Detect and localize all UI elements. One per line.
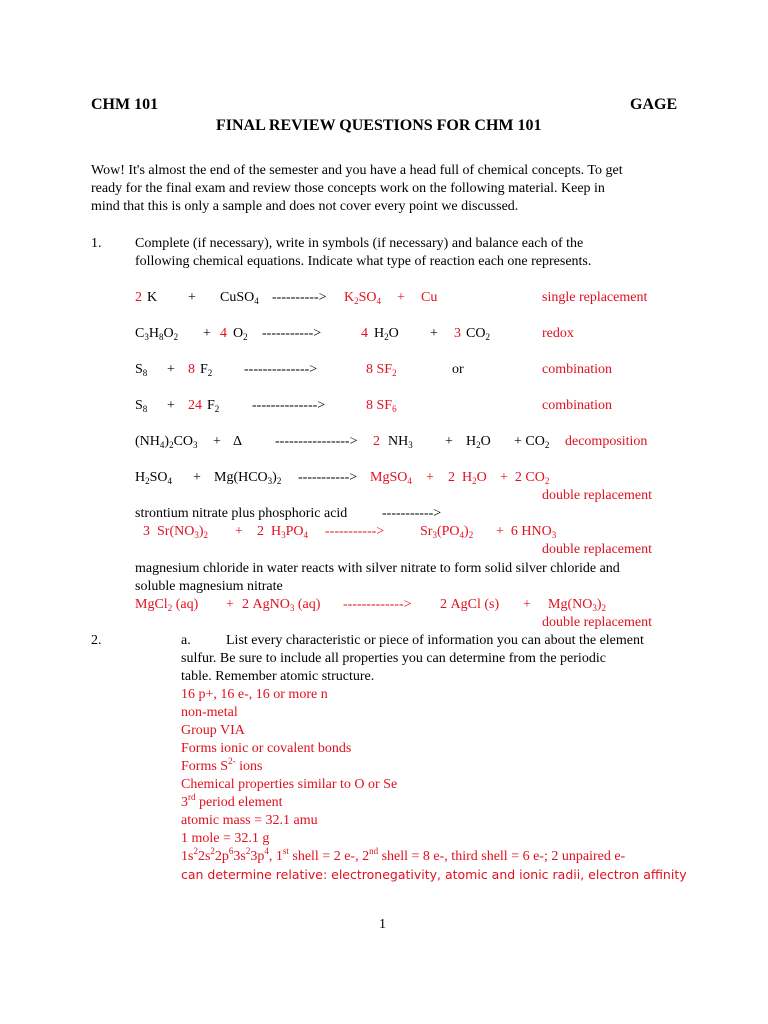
reaction-arrow: -----------> <box>262 326 322 341</box>
instructor-name: GAGE <box>630 96 678 113</box>
answer-item: non-metal <box>181 705 238 720</box>
reaction-arrow: -----------> <box>325 524 385 539</box>
reactant: $O_2$ <box>233 326 248 342</box>
product: Cu <box>421 290 438 305</box>
question-prompt: sulfur. Be sure to include all properties you can determine from the periodic <box>181 651 606 666</box>
question-prompt: following chemical equations. Indicate what type of reaction each one represents. <box>135 254 592 269</box>
product: $H_2O$ <box>466 434 491 450</box>
word-equation: strontium nitrate plus phosphoric acid <box>135 506 348 521</box>
answer-item: atomic mass = 32.1 amu <box>181 813 318 828</box>
coefficient: 4 <box>361 326 368 341</box>
product: $Sr_3(PO_4)_2$ <box>420 524 474 540</box>
answer-item: 1 mole = 32.1 g <box>181 831 270 846</box>
reaction-arrow: -----------> <box>298 470 358 485</box>
reaction-arrow: ----------------> <box>275 434 358 449</box>
reactant: 2 AgNO$_3$ (aq) <box>242 597 321 613</box>
reaction-type: decomposition <box>565 434 648 449</box>
product: $NH_3$ <box>388 434 413 450</box>
coefficient: 2 <box>373 434 380 449</box>
coefficient: 4 <box>220 326 227 341</box>
answer-item: 3rd period element <box>181 792 283 810</box>
page-number: 1 <box>379 917 386 932</box>
plus-sign: + <box>167 398 175 413</box>
reaction-type: combination <box>542 398 612 413</box>
product: 8 $SF_6$ <box>366 398 397 414</box>
reaction-arrow: --------------> <box>252 398 326 413</box>
plus-sign: + <box>193 470 201 485</box>
reaction-type: combination <box>542 362 612 377</box>
reaction-type: double replacement <box>542 542 653 557</box>
reactant: $S_8$ <box>135 362 148 378</box>
product: + 2 $CO_2$ <box>500 470 550 486</box>
coefficient: 24 <box>188 398 202 413</box>
plus-sign: + <box>430 326 438 341</box>
plus-sign: + <box>235 524 243 539</box>
product: $H_2O$ <box>374 326 399 342</box>
plus-sign: + <box>445 434 453 449</box>
reaction-arrow: --------------> <box>244 362 318 377</box>
reaction-arrow: -----------> <box>382 506 442 521</box>
reaction-arrow: -------------> <box>343 597 412 612</box>
or-text: or <box>452 362 464 377</box>
word-equation: magnesium chloride in water reacts with silver nitrate to form solid silver chloride and <box>135 561 620 576</box>
plus-sign: + <box>523 597 531 612</box>
product: $CO_2$ <box>466 326 490 342</box>
plus-sign: + <box>203 326 211 341</box>
reaction-type: double replacement <box>542 488 653 503</box>
word-equation: soluble magnesium nitrate <box>135 579 283 594</box>
question-prompt: table. Remember atomic structure. <box>181 669 375 684</box>
reaction-type: double replacement <box>542 615 653 630</box>
intro-line: ready for the final exam and review those concepts work on the following material. Keep in <box>91 181 605 196</box>
product: 2 $H_2O$ <box>448 470 487 486</box>
coefficient: 8 <box>188 362 195 377</box>
plus-sign: + <box>397 290 405 305</box>
product: 8 $SF_2$ <box>366 362 397 378</box>
reactant: $H_2SO_4$ <box>135 470 173 486</box>
reaction-arrow: ----------> <box>272 290 327 305</box>
course-code: CHM 101 <box>91 96 159 113</box>
reaction-type: single replacement <box>542 290 648 305</box>
reactant: MgCl$_2$ (aq) <box>135 597 199 613</box>
answer-item: can determine relative: electronegativity, atomic and ionic radii, electron affinity <box>181 867 687 882</box>
coefficient: 3 <box>454 326 461 341</box>
heat-delta-icon: Δ <box>233 434 243 449</box>
reactant: $Mg(HCO_3)_2$ <box>214 470 282 486</box>
question-prompt: List every characteristic or piece of information you can about the element <box>226 633 644 648</box>
reactant: CuSO$_4$ <box>220 290 259 306</box>
product: 2 AgCl (s) <box>440 597 500 612</box>
question-part: a. <box>181 633 191 648</box>
reactant: $S_8$ <box>135 398 148 414</box>
plus-sign: + <box>167 362 175 377</box>
reactant: $(NH_4)_2CO_3$ <box>135 434 198 450</box>
answer-item: Forms ionic or covalent bonds <box>181 741 352 756</box>
reaction-type: redox <box>542 326 574 341</box>
answer-item: Group VIA <box>181 723 245 738</box>
question-prompt: Complete (if necessary), write in symbols (if necessary) and balance each of the <box>135 236 584 251</box>
intro-line: mind that this is only a sample and does not cover every point we discussed. <box>91 199 519 214</box>
plus-sign: + <box>426 470 434 485</box>
plus-sign: + <box>226 597 234 612</box>
intro-line: Wow! It's almost the end of the semester and you have a head full of chemical concepts. To get <box>91 163 623 178</box>
question-number: 1. <box>91 236 102 251</box>
product: $K_2SO_4$ <box>344 290 382 306</box>
product: + $CO_2$ <box>514 434 550 450</box>
product: + 6 $HNO_3$ <box>496 524 557 540</box>
coefficient: 2 <box>135 290 142 305</box>
reactant: $F_2$ <box>200 362 213 378</box>
reactant: $F_2$ <box>207 398 220 414</box>
product: MgSO$_4$ <box>370 470 412 486</box>
plus-sign: + <box>188 290 196 305</box>
answer-item: Chemical properties similar to O or Se <box>181 777 398 792</box>
answer-item: Forms $S^{2-}$ ions <box>181 756 263 774</box>
reactant: $C_3H_8O_2$ <box>135 326 179 342</box>
product: 3 $Sr(NO_3)_2$ <box>143 524 209 540</box>
electron-configuration: $1s^22s^22p^63s^23p^4$, 1st shell = 2 e-, 2nd shell = 8 e-, third shell = 6 e-; 2 unpaired e- <box>181 846 626 864</box>
page-title: FINAL REVIEW QUESTIONS FOR CHM 101 <box>216 117 542 134</box>
product: $Mg(NO_3)_2$ <box>548 597 607 613</box>
plus-sign: + <box>213 434 221 449</box>
reactant: 2 $H_3PO_4$ <box>257 524 309 540</box>
question-number: 2. <box>91 633 102 648</box>
answer-item: 16 p+, 16 e-, 16 or more n <box>181 687 328 702</box>
reactant: K <box>147 290 158 305</box>
